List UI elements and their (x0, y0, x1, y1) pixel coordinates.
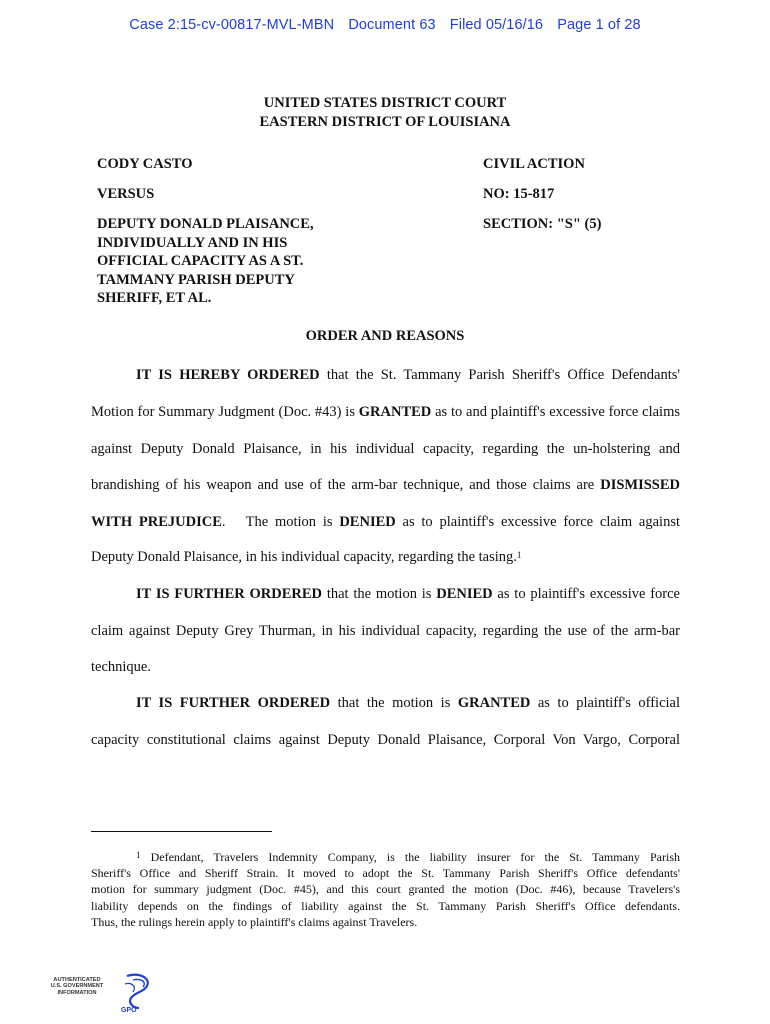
footnote-line: liability depends on the findings of liability against the St. Tammany Parish Sheriff's Office defendants. (91, 898, 680, 913)
body-line (136, 585, 680, 603)
footnote-reference[interactable]: 1 (516, 550, 522, 560)
court-name: UNITED STATES DISTRICT COURT (263, 95, 507, 111)
body-text: . The motion is (221, 514, 340, 530)
body-text: that the St. Tammany Parish Sheriff's Office Defendants' (319, 367, 680, 383)
civil-action-label: CIVIL ACTION (483, 156, 585, 172)
defendant-line: TAMMANY PARISH DEPUTY (97, 271, 295, 288)
bold-phrase: DENIED (339, 514, 396, 530)
gpo-eagle-icon (117, 972, 157, 1014)
footnote (91, 849, 680, 930)
body-text: as to plaintiff's official (530, 695, 680, 711)
body-line (91, 513, 680, 531)
plaintiff-name: CODY CASTO (97, 156, 193, 172)
body-text: Deputy Donald Plaisance, in his individual capacity, regarding the tasing. (91, 549, 517, 565)
gpo-authentication-seal (41, 972, 137, 1014)
body-text: that the motion is (330, 695, 458, 711)
defendant-line: OFFICIAL CAPACITY AS A ST. (97, 253, 304, 269)
footnote-line: Sheriff's Office and Sheriff Strain. It moved to adopt the St. Tammany Parish Sheriff's Office defendants' (91, 866, 680, 881)
page-indicator: Page 1 of 28 (557, 17, 641, 33)
case-number-label: NO: 15-817 (483, 186, 555, 202)
body-line: claim against Deputy Grey Thurman, in his individual capacity, regarding the use of the arm-bar (91, 623, 680, 639)
versus-label: VERSUS (97, 186, 155, 202)
body-text: as to plaintiff's excessive force claim against (395, 514, 680, 530)
court-district: EASTERN DISTRICT OF LOUISIANA (259, 114, 511, 130)
bold-phrase: GRANTED (358, 404, 432, 420)
gpo-mark-text: GPO (121, 1007, 137, 1014)
defendant-line: DEPUTY DONALD PLAISANCE, (97, 216, 314, 232)
footnote-line: Thus, the rulings herein apply to plaintiff's claims against Travelers. (91, 914, 418, 929)
body-text: brandishing of his weapon and use of the arm-bar technique, and those claims are (91, 477, 601, 493)
footnote-divider (91, 831, 272, 832)
order-title: ORDER AND REASONS (305, 328, 465, 344)
body-text: as to plaintiff's excessive force (492, 586, 680, 602)
bold-phrase: DENIED (436, 586, 493, 602)
body-text: that the motion is (322, 586, 437, 602)
body-line: capacity constitutional claims against Deputy Donald Plaisance, Corporal Von Vargo, Corporal (91, 732, 680, 748)
bold-phrase: WITH PREJUDICE (91, 514, 222, 530)
ecf-header-stamp (0, 17, 770, 33)
defendant-line: SHERIFF, ET AL. (97, 290, 212, 306)
bold-phrase: IT IS FURTHER ORDERED (136, 586, 323, 602)
footnote-marker: 1 (136, 850, 141, 860)
footnote-line: motion for summary judgment (Doc. #45), and this court granted the motion (Doc. #46), because Travelers's (91, 882, 680, 897)
body-text: as to and plaintiff's excessive force claims (431, 404, 680, 420)
body-line (91, 476, 680, 494)
footnote-line: $^1$ Defendant, Travelers Indemnity Company, is the liability insurer for the St. Tammany Parish (136, 850, 680, 864)
court-heading (0, 94, 770, 132)
case-number: Case 2:15-cv-00817-MVL-MBN (129, 17, 335, 33)
filed-date: Filed 05/16/16 (449, 17, 544, 33)
body-line: technique. (91, 659, 151, 675)
gpo-seal-text: AUTHENTICATED U.S. GOVERNMENT INFORMATION (50, 977, 104, 996)
bold-phrase: IT IS HEREBY ORDERED (136, 367, 320, 383)
body-line: against Deputy Donald Plaisance, in his individual capacity, regarding the un-holstering and (91, 441, 680, 457)
defendant-line: INDIVIDUALLY AND IN HIS (97, 234, 288, 251)
document-number: Document 63 (348, 17, 436, 33)
bold-phrase: GRANTED (457, 695, 531, 711)
bold-phrase: DISMISSED (600, 477, 680, 493)
body-line (91, 548, 680, 566)
body-text: Motion for Summary Judgment (Doc. #43) is (91, 404, 359, 420)
section-label: SECTION: "S" (5) (483, 216, 602, 232)
body-line (136, 366, 680, 384)
body-line (91, 403, 680, 421)
body-line (136, 694, 680, 712)
bold-phrase: IT IS FURTHER ORDERED (136, 695, 331, 711)
